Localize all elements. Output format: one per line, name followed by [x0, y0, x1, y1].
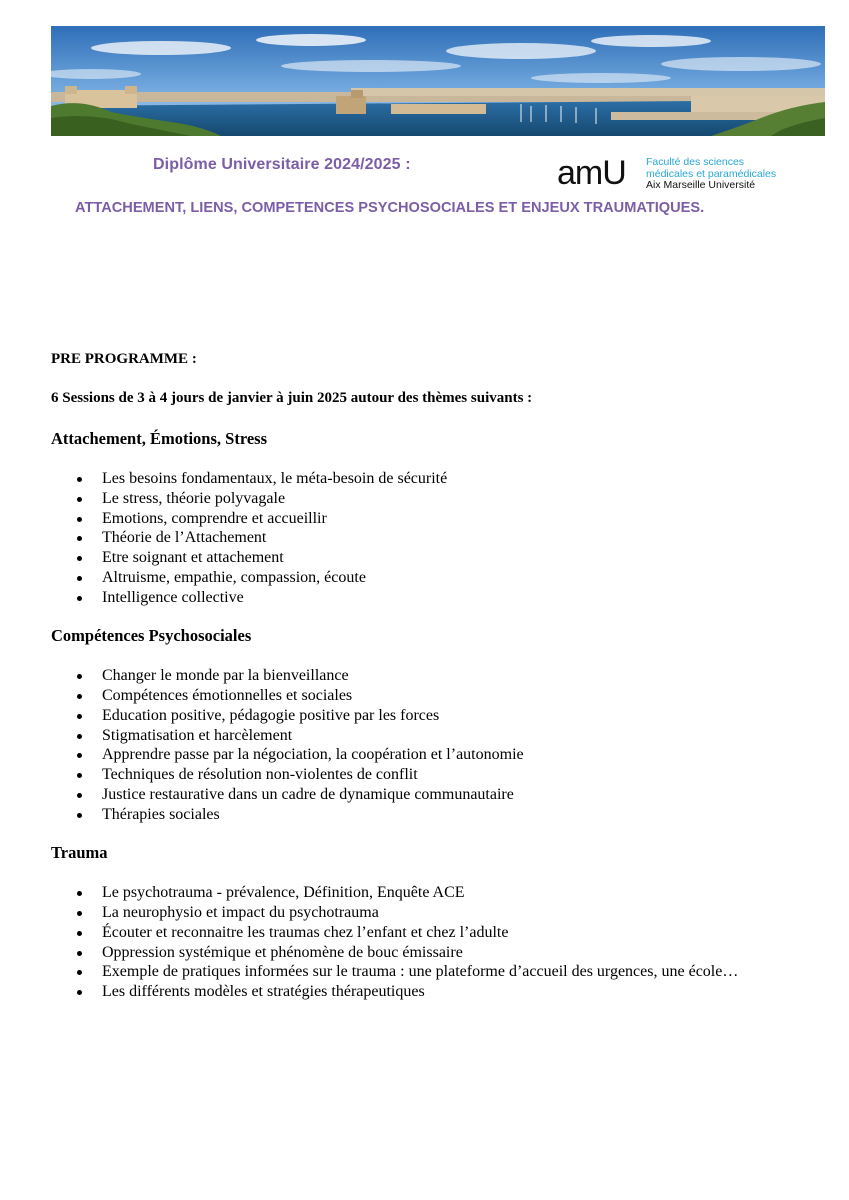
section-list-trauma [51, 883, 811, 1002]
logo-line-2: médicales et paramédicales [646, 167, 777, 180]
list-item-text: Apprendre passe par la négociation, la coopération et l’autonomie [102, 746, 524, 764]
pre-programme-label: PRE PROGRAMME : [51, 351, 197, 367]
list-item [51, 686, 811, 706]
bullet-icon [77, 674, 82, 679]
list-item-text: La neurophysio et impact du psychotrauma [102, 904, 379, 921]
list-item [51, 489, 811, 509]
list-item [51, 982, 811, 1002]
amu-logo [557, 155, 782, 193]
list-item [51, 588, 811, 608]
bullet-icon [77, 753, 82, 758]
section-list-attachement [51, 469, 811, 607]
bullet-icon [77, 734, 82, 739]
logo-mark: amU [557, 154, 626, 192]
logo-text [646, 157, 776, 192]
section-list-competences [51, 666, 811, 824]
bullet-icon [77, 477, 82, 482]
list-item-text: Exemple de pratiques informées sur le trauma : une plateforme d’accueil des urgences, une école… [102, 963, 739, 981]
list-item [51, 509, 811, 529]
list-item [51, 943, 811, 963]
list-item-text: Changer le monde par la bienveillance [102, 667, 349, 685]
list-item [51, 706, 811, 726]
list-item-text: Les besoins fondamentaux, le méta-besoin de sécurité [102, 470, 448, 487]
bullet-icon [77, 596, 82, 601]
list-item [51, 469, 811, 489]
section-title-trauma: Trauma [51, 843, 108, 863]
list-item-text: Stigmatisation et harcèlement [102, 726, 293, 744]
list-item [51, 785, 811, 805]
bullet-icon [77, 911, 82, 916]
bullet-icon [77, 517, 82, 522]
bullet-icon [77, 773, 82, 778]
bullet-icon [77, 970, 82, 975]
list-item [51, 726, 811, 746]
bullet-icon [77, 990, 82, 995]
logo-line-3: Aix Marseille Université [646, 179, 756, 191]
list-item [51, 883, 811, 903]
bullet-icon [77, 556, 82, 561]
diploma-title: Diplôme Universitaire 2024/2025 : [153, 156, 411, 173]
list-item-text: Oppression systémique et phénomène de bouc émissaire [102, 943, 463, 961]
list-item-text: Les différents modèles et stratégies thérapeutiques [102, 983, 425, 1000]
list-item [51, 765, 811, 785]
list-item-text: Justice restaurative dans un cadre de dynamique communautaire [102, 785, 514, 803]
list-item-text: Etre soignant et attachement [102, 549, 284, 566]
list-item-text: Le stress, théorie polyvagale [102, 489, 286, 507]
list-item-text: Thérapies sociales [102, 805, 220, 823]
bullet-icon [77, 694, 82, 699]
list-item-text: Emotions, comprendre et accueillir [102, 509, 327, 527]
logo-line-1: Faculté des sciences [646, 156, 745, 168]
section-title-attachement: Attachement, Émotions, Stress [51, 429, 268, 448]
list-item [51, 528, 811, 548]
list-item-text: Le psychotrauma - prévalence, Définition, Enquête ACE [102, 884, 465, 902]
bullet-icon [77, 813, 82, 818]
list-item-text: Altruisme, empathie, compassion, écoute [102, 568, 366, 586]
bullet-icon [77, 793, 82, 798]
list-item [51, 548, 811, 568]
list-item-text: Education positive, pédagogie positive par les forces [102, 706, 440, 724]
list-item [51, 962, 811, 982]
list-item [51, 745, 811, 765]
program-main-title: ATTACHEMENT, LIENS, COMPETENCES PSYCHOSOCIALES ET ENJEUX TRAUMATIQUES. [75, 200, 705, 216]
bullet-icon [77, 536, 82, 541]
list-item [51, 805, 811, 825]
sessions-text: 6 Sessions de 3 à 4 jours de janvier à juin 2025 autour des thèmes suivants : [51, 390, 533, 406]
program-content [51, 351, 811, 1002]
bullet-icon [77, 714, 82, 719]
list-item-text: Techniques de résolution non-violentes de conflit [102, 766, 418, 783]
list-item [51, 923, 811, 943]
list-item-text: Intelligence collective [102, 588, 244, 606]
bullet-icon [77, 931, 82, 936]
list-item [51, 568, 811, 588]
bullet-icon [77, 891, 82, 896]
list-item-text: Théorie de l’Attachement [102, 529, 267, 547]
banner-panorama-image [51, 26, 825, 136]
list-item-text: Compétences émotionnelles et sociales [102, 687, 353, 704]
list-item [51, 666, 811, 686]
list-item-text: Écouter et reconnaitre les traumas chez l’enfant et chez l’adulte [102, 923, 509, 941]
section-title-competences: Compétences Psychosociales [51, 626, 252, 646]
bullet-icon [77, 576, 82, 581]
bullet-icon [77, 497, 82, 502]
list-item [51, 903, 811, 923]
bullet-icon [77, 951, 82, 956]
